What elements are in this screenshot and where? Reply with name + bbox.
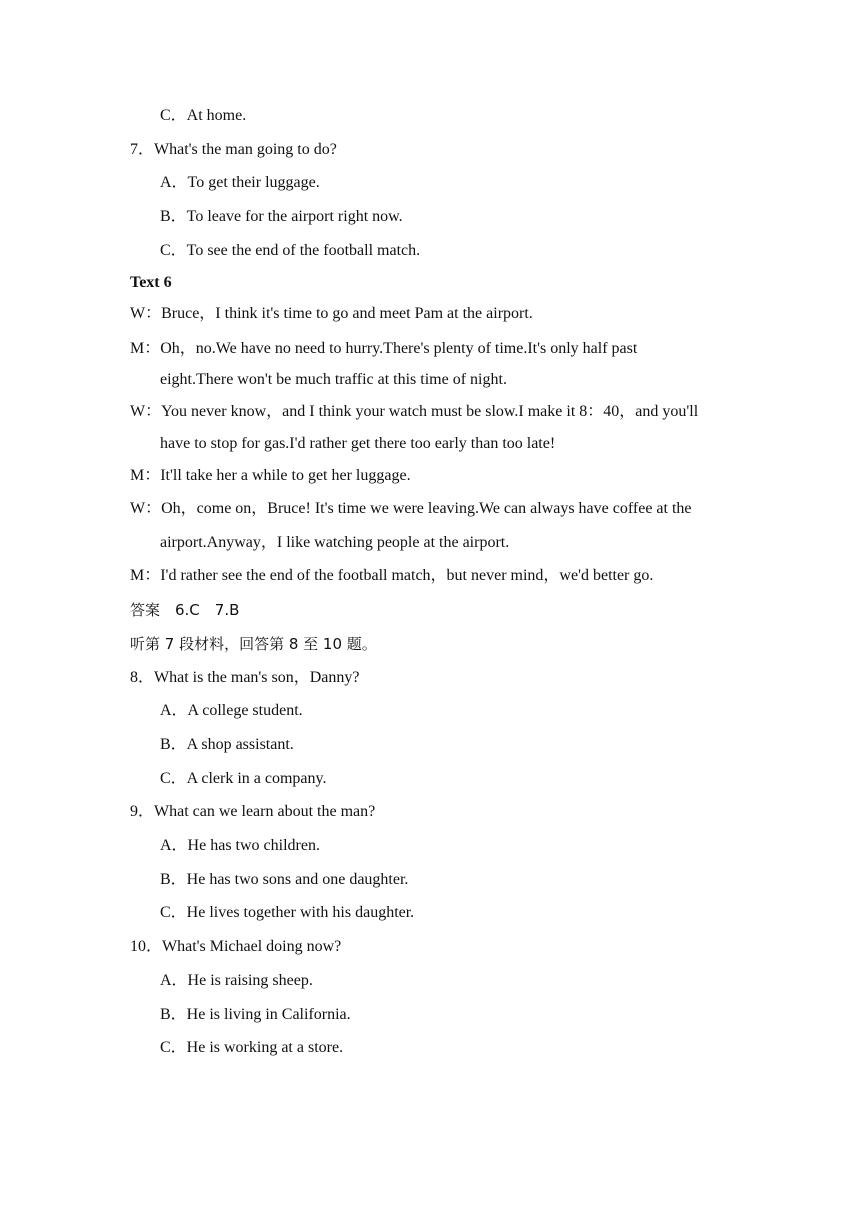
q7-option-b: B．To leave for the airport right now. xyxy=(160,208,403,225)
dialogue-continuation: airport.Anyway，I like watching people at the airport. xyxy=(160,534,510,551)
dialogue-line: M：It'll take her a while to get her luggage. xyxy=(130,467,411,484)
q7-option-c: C．To see the end of the football match. xyxy=(160,242,421,259)
dialogue-line: M：I'd rather see the end of the football match，but never mind，we'd better go. xyxy=(130,567,654,584)
q9-option-c: C．He lives together with his daughter. xyxy=(160,904,415,921)
dialogue-line: W：You never know，and I think your watch must be slow.I make it 8：40，and you'll xyxy=(130,403,699,420)
q9-option-a: A．He has two children. xyxy=(160,837,320,854)
text-6-heading: Text 6 xyxy=(130,274,172,291)
dialogue-line: W：Bruce，I think it's time to go and meet Pam at the airport. xyxy=(130,305,533,322)
q7-option-a: A．To get their luggage. xyxy=(160,174,320,191)
q10-option-a: A．He is raising sheep. xyxy=(160,972,313,989)
dialogue-line: M：Oh，no.We have no need to hurry.There's plenty of time.It's only half past xyxy=(130,340,638,357)
q9-option-b: B．He has two sons and one daughter. xyxy=(160,871,409,888)
q6-option-c: C．At home. xyxy=(160,107,247,124)
q8-option-c: C．A clerk in a company. xyxy=(160,770,327,787)
q8-option-a: A．A college student. xyxy=(160,702,303,719)
section-instruction: 听第 7 段材料，回答第 8 至 10 题。 xyxy=(130,635,377,653)
question-9: 9．What can we learn about the man? xyxy=(130,803,376,820)
question-7: 7．What's the man going to do? xyxy=(130,141,337,158)
q10-option-c: C．He is working at a store. xyxy=(160,1039,344,1056)
answer-key: 答案 6.C 7.B xyxy=(130,601,240,619)
question-10: 10．What's Michael doing now? xyxy=(130,938,342,955)
q8-option-b: B．A shop assistant. xyxy=(160,736,294,753)
q10-option-b: B．He is living in California. xyxy=(160,1006,351,1023)
dialogue-continuation: have to stop for gas.I'd rather get there too early than too late! xyxy=(160,435,556,452)
question-8: 8．What is the man's son，Danny? xyxy=(130,669,360,686)
dialogue-continuation: eight.There won't be much traffic at this time of night. xyxy=(160,371,507,388)
dialogue-line: W：Oh，come on，Bruce! It's time we were leaving.We can always have coffee at the xyxy=(130,500,692,517)
